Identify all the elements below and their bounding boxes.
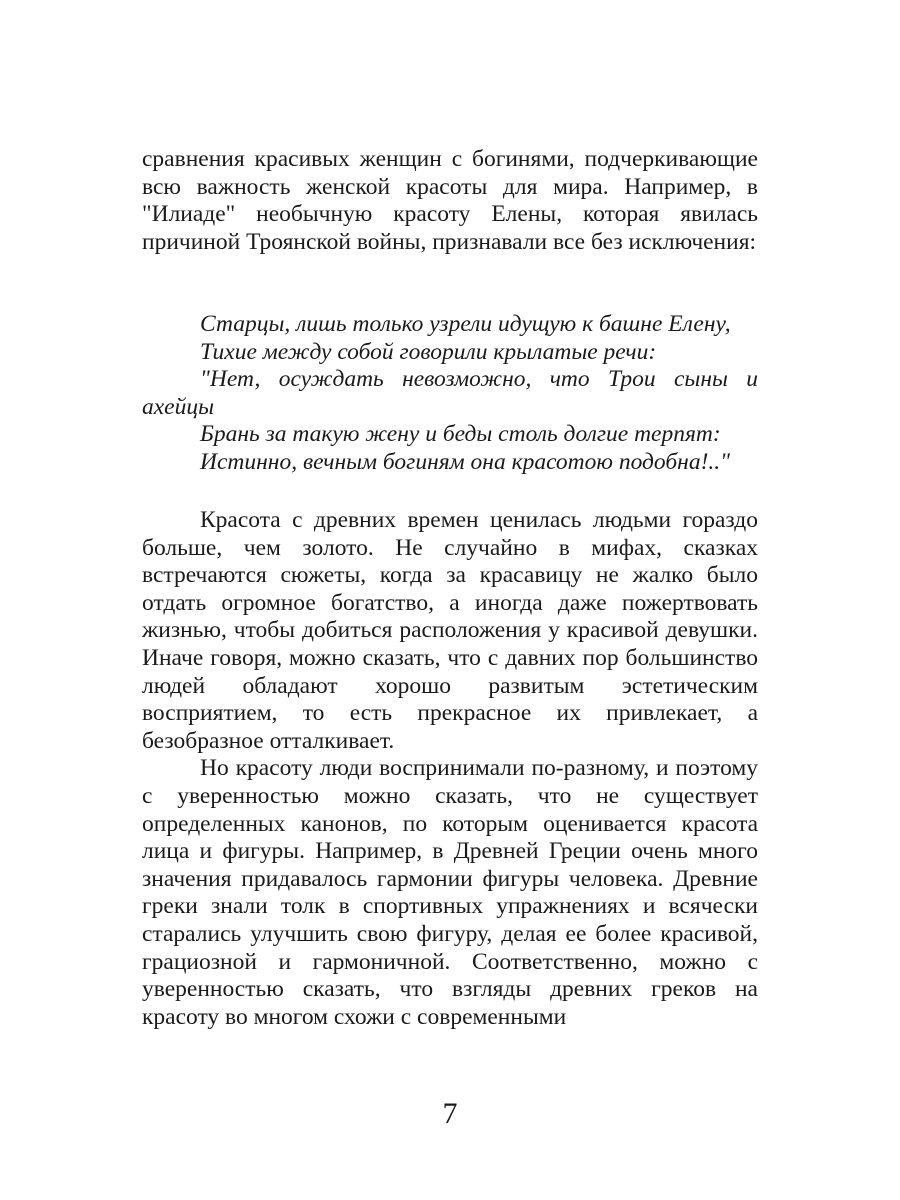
verse-line: Тихие между собой говорили крылатые речи:	[200, 338, 657, 365]
intro-paragraph: сравнения красивых женщин с богинями, подчеркивающие всю важность женской красоты для мира. Например, в "Илиаде" необычную красоту Елены, которая явилась причиной Троянской войны, признавали все без исключения:	[142, 146, 758, 255]
iliad-quote	[142, 311, 758, 477]
verse-line: "Нет, осуждать невозможно, что Трои сыны и ахейцы	[142, 366, 758, 420]
verse-line: Старцы, лишь только узрели идущую к башне Елену,	[200, 311, 731, 337]
intro-text	[142, 146, 758, 256]
page-number: 7	[442, 1097, 458, 1130]
verse-line: Брань за такую жену и беды столь долгие терпят:	[200, 421, 721, 448]
body-text	[142, 507, 758, 1031]
body-paragraph: Красота с древних времен ценилась людьми гораздо больше, чем золото. Не случайно в мифах, сказках встречаются сюжеты, когда за красавицу не жалко было отдать огромное богатство, а иногда даже пожертвовать жизнью, чтобы добиться расположения у красивой девушки. Иначе говоря, можно сказать, что с давних пор большинство людей обладают хорошо развитым эстетическим восприятием, то есть прекрасное их привлекает, а безобразное отталкивает.	[142, 507, 758, 754]
verse-line: Истинно, вечным богиням она красотою подобна!.."	[200, 448, 731, 475]
body-paragraph: Но красоту люди воспринимали по-разному, и поэтому с уверенностью можно сказать, что не существует определенных канонов, по которым оценивается красота лица и фигуры. Например, в Древней Греции очень много значения придавалось гармонии фигуры человека. Древние греки знали толк в спортивных упражнениях и всячески старались улучшить свою фигуру, делая ее более красивой, грациозной и гармоничной. Соответственно, можно с уверенностью сказать, что взгляды древних греков на красоту во многом схожи с современными	[142, 755, 758, 1030]
